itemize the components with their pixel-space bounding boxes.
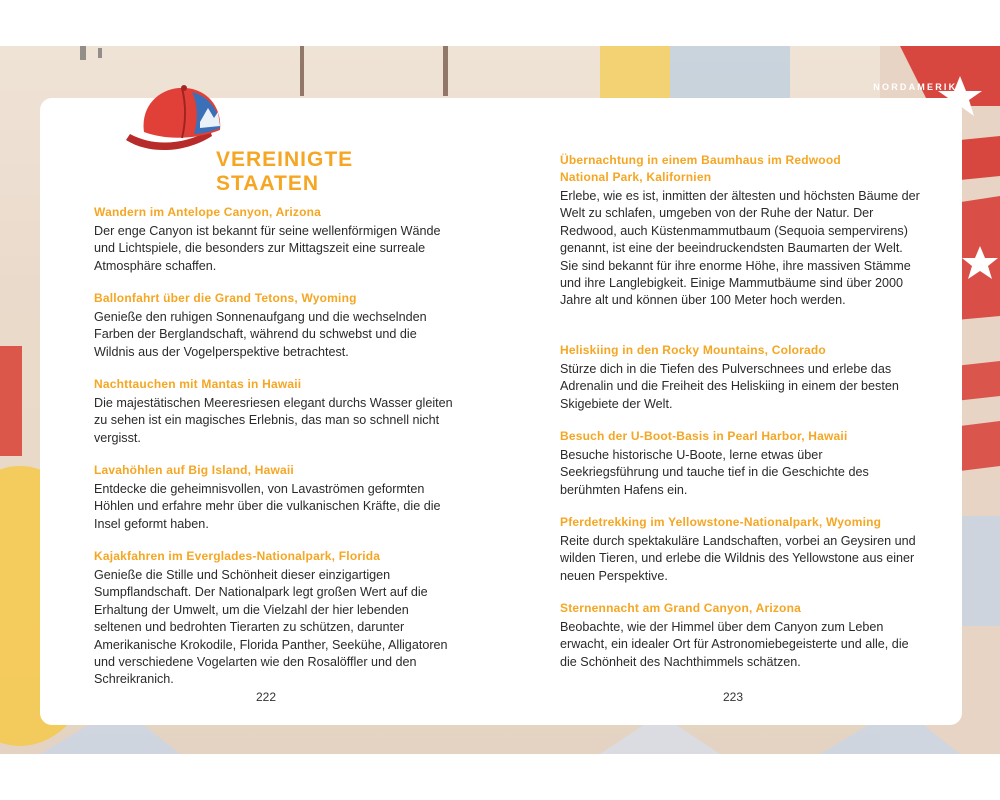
entry-body: Genieße den ruhigen Sonnenaufgang und die wechselnden Farben der Berglandschaft, während du schwebst und die Wildnis aus der Vogelperspektive betrachtest. xyxy=(94,310,427,359)
list-item xyxy=(560,428,920,499)
entry-heading: Übernachtung in einem Baumhaus im Redwood National Park, Kalifornien xyxy=(560,153,841,184)
entry-heading: Lavahöhlen auf Big Island, Hawaii xyxy=(94,463,294,477)
entry-heading: Heliskiing in den Rocky Mountains, Colorado xyxy=(560,343,826,357)
list-item xyxy=(560,514,920,585)
baseball-cap-icon xyxy=(122,82,226,156)
list-item xyxy=(560,152,920,310)
list-item xyxy=(560,600,920,671)
page-title: VEREINIGTE STAATEN xyxy=(216,148,354,195)
book-spread xyxy=(0,46,1000,754)
entry-body: Entdecke die geheimnisvollen, von Lavaströmen geformten Höhlen und erfahre mehr über die vulkanischen Kräfte, die die Insel geformt haben. xyxy=(94,482,441,531)
entry-heading: Sternennacht am Grand Canyon, Arizona xyxy=(560,601,801,615)
list-item xyxy=(94,290,454,361)
section-label: NORDAMERIKA xyxy=(873,82,966,92)
entry-heading: Kajakfahren im Everglades-Nationalpark, Florida xyxy=(94,549,381,563)
entry-heading: Pferdetrekking im Yellowstone-Nationalpark, Wyoming xyxy=(560,515,882,529)
entry-body: Stürze dich in die Tiefen des Pulverschnees und erlebe das Adrenalin und die Freiheit des Heliskiing in einem der besten Skigebiete der Welt. xyxy=(560,362,899,411)
list-item xyxy=(94,376,454,447)
page-card xyxy=(40,98,962,725)
list-item xyxy=(94,204,454,275)
entry-heading: Besuch der U-Boot-Basis in Pearl Harbor, Hawaii xyxy=(560,429,848,443)
list-item xyxy=(94,548,454,689)
entry-heading: Wandern im Antelope Canyon, Arizona xyxy=(94,205,322,219)
entry-body: Reite durch spektakuläre Landschaften, vorbei an Geysiren und wilden Tieren, und erlebe die Wildnis des Yellowstone aus einer neuen Perspektive. xyxy=(560,534,916,583)
entry-body: Erlebe, wie es ist, inmitten der ältesten und höchsten Bäume der Welt zu schlafen, umgeben von der Ruhe der Natur. Der Redwood, auch Küstenmammutbaum (Sequoia sempervirens) genannt, ist eine der beeindruckendsten Baumarten der Welt. Sie sind bekannt für ihre enorme Höhe, ihre massiven Stämme und ihre Langlebigkeit. Einige Mammutbäume sind über 2000 Jahre alt und können über 100 Meter hoch werden. xyxy=(560,189,920,308)
entry-heading: Nachttauchen mit Mantas in Hawaii xyxy=(94,377,302,391)
entry-body: Besuche historische U-Boote, lerne etwas über Seekriegsführung und tauche tief in die Geschichte des berühmten Hafens ein. xyxy=(560,448,869,497)
entry-heading: Ballonfahrt über die Grand Tetons, Wyoming xyxy=(94,291,357,305)
entry-body: Genieße die Stille und Schönheit dieser einzigartigen Sumpflandschaft. Der Nationalpark legt großen Wert auf die Erhaltung der Umwelt, um die Vielzahl der hier lebenden seltenen und bedrohten Tierarten zu schützen, darunter Amerikanische Krokodile, Florida Panther, Seekühe, Alligatoren und verschiedene Vogelarten wie den Rosalöffler und den Schreikranich. xyxy=(94,568,448,687)
list-item xyxy=(94,462,454,533)
entry-body: Die majestätischen Meeresriesen elegant durchs Wasser gleiten zu sehen ist ein magisches Erlebnis, das man so schnell nicht vergisst. xyxy=(94,396,453,445)
list-item xyxy=(560,342,920,413)
entry-body: Beobachte, wie der Himmel über dem Canyon zum Leben erwacht, ein idealer Ort für Astronomiebegeisterte und alle, die die Schönheit des Nachthimmels schätzen. xyxy=(560,620,909,669)
page-number: 222 xyxy=(256,690,277,704)
entry-body: Der enge Canyon ist bekannt für seine wellenförmigen Wände und Lichtspiele, die besonders zur Mittagszeit eine surreale Atmosphäre schaffen. xyxy=(94,224,441,273)
page-number: 223 xyxy=(723,690,744,704)
